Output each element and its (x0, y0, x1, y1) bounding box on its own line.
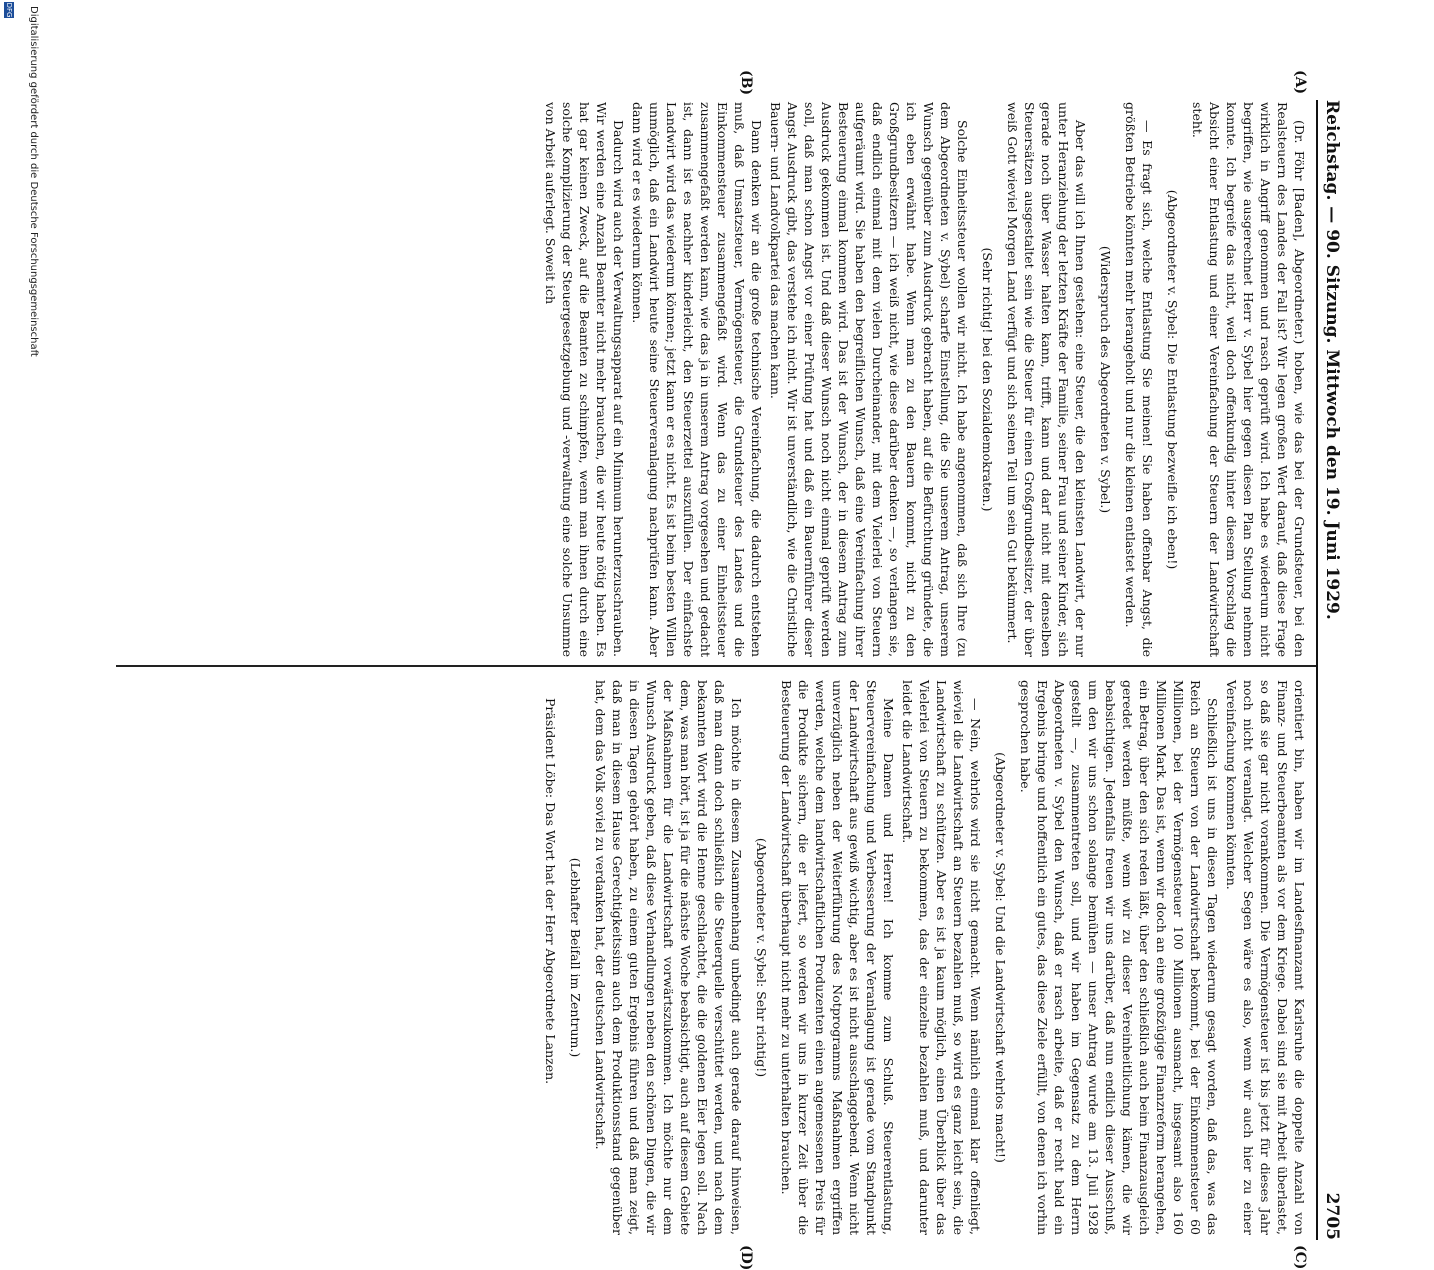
right-interjection-2: (Abgeordneter v. Sybel: Sehr richtig!) (754, 837, 769, 1078)
left-interjection-2: (Widerspruch des Abgeordneten v. Sybel.) (1098, 245, 1113, 514)
right-paragraph-2: Schließlich ist uns in diesen Tagen wiederum gesagt worden, daß das, was das Reich an Steuern von der Landwirtschaft bekommt, bei der Einkommensteuer 60 Millionen, bei der Vermögensteuer 100 Millionen ausmacht, insgesamt also 160 Millionen Mark. Das ist, wenn wir doch an eine großzügige Finanzreform herangehen, ein Betrag, über den sich reden läßt, über den schließlich auch beim Finanzausgleich geredet werden müßte, wenn wir zu dieser Vereinheitlichung kämen, die wir beabsichtigen. Jedenfalls freuen wir uns darüber, daß nun endlich dieser Ausschuß, um den wir uns schon solange bemühen — unser Antrag wurde am 13. Juli 1928 gestellt —, zusammentreten soll, und wir haben im Gegensatz zu dem Herrn Abgeordneten v. Sybel den Wunsch, daß er rasch arbeite, daß er recht bald ein Ergebnis bringe und hoffentlich ein gutes, das diese Ziele erfüllt, von denen ich vorhin gesprochen habe. (1018, 680, 1220, 1235)
left-paragraph-3: Aber das will ich Ihnen gestehen: eine Steuer, die den kleinsten Landwirt, der nur unter Heranziehung der letzten Kräfte der Familie, seiner Frau und seiner Kinder, sich gerade noch über Wasser halten kann, trifft, kann und darf nicht mit denselben Steuersätzen ausgestaltet sein wie die Steuer für einen Großgrundbesitzer, der über weiß Gott wieviel Morgen Land verfügt und sich seinen Teil um sein Gut bekümmert. (1005, 102, 1088, 657)
left-interjection-3: (Sehr richtig! bei den Sozialdemokraten.) (980, 247, 995, 512)
digitization-credit: Digitalisierung gefördert durch die Deutsche Forschungsgemeinschaft (28, 6, 39, 357)
left-paragraph-5: Dann denken wir an die große technische Vereinfachung, die dadurch entstehen muß, daß Umsatzsteuer, Vermögensteuer, die Grundsteuer des Landes und die Einkommensteuer zusammengefaßt wird. Wenn das zu einer Einheitssteuer zusammengefaßt werden kann, wie das ja in unserem Antrag vorgesehen und gedacht ist, dann ist es nachher kinderleicht, den Steuerzettel auszufüllen. Der einfachste Landwirt wird das wiederum können; jetzt kann er es nicht. Es ist beim besten Willen unmöglich, daß ein Landwirt heute seine Steuerveranlagung nachprüfen kann. Aber dann wird er es wiederum können. (630, 102, 764, 657)
right-interjection-3: (Lebhafter Beifall im Zentrum.) (568, 857, 583, 1058)
page-header (1322, 100, 1346, 1240)
margin-marker-a: (A) (1292, 70, 1308, 95)
margin-marker-b: (B) (738, 70, 754, 96)
margin-marker-d: (D) (738, 1245, 754, 1270)
right-column (540, 680, 1308, 1235)
document-page (154, 40, 1404, 1270)
column-divider (116, 665, 1316, 667)
header-rule (1316, 100, 1318, 1240)
dfg-logo: DFG (5, 2, 13, 18)
left-interjection-1: (Abgeordneter v. Sybel: Die Entlastung bezweifle ich eben!) (1165, 189, 1180, 570)
left-paragraph-1: (Dr. Föhr [Baden], Abgeordneter.) hoben, wie das bei der Grundsteuer, bei den Realsteuern des Landes der Fall ist? Wir legen großen Wert darauf, daß diese Frage wirklich in Angriff genommen und rasch geprüft wird. Ich habe es wiederum nicht begriffen, wie ausgerechnet Herr v. Sybel hier gegen diesen Plan Stellung nehmen konnte. Ich begreife das nicht, weil doch offenkundig hinter diesem Vorschlag die Absicht einer Entlastung und einer Vereinfachung der Steuern der Landwirtschaft steht. (1190, 102, 1307, 657)
header-title: Reichstag. — 90. Sitzung. Mittwoch den 19. Juni 1929. (1322, 100, 1342, 620)
left-paragraph-6: Dadurch wird auch der Verwaltungsapparat auf ein Minimum herunterzuschrauben. Wir werden eine Anzahl Beamter nicht mehr brauchen, die wir heute nötig haben. Es hat gar keinen Zweck, auf die Beamten zu schimpfen, wenn man ihnen durch eine solche Komplizierung der Steuergesetzgebung und -verwaltung eine solche Unsumme von Arbeit auferlegt. Soweit ich (543, 102, 626, 657)
page-number: 2705 (1322, 1192, 1342, 1240)
margin-marker-c: (C) (1292, 1245, 1308, 1270)
right-paragraph-6: Präsident Löbe: Das Wort hat der Herr Abgeordnete Lanzen. (543, 698, 558, 1085)
right-interjection-1: (Abgeordneter v. Sybel: Und die Landwirtschaft wehrlos macht!) (993, 752, 1008, 1163)
right-paragraph-4: Meine Damen und Herren! Ich komme zum Schluß. Steuerentlastung, Steuervereinfachung und Verbesserung der Veranlagung ist gerade vom Standpunkt der Landwirtschaft aus gewiß wichtig, aber es ist nicht ausschlaggebend. Wenn nicht unverzüglich neben der Weiterführung des Notprogramms Maßnahmen ergriffen werden, welche dem landwirtschaftlichen Produzenten einen angemessenen Preis für die Produkte sichern, die er liefert, so werden wir uns in kurzer Zeit über die Besteuerung der Landwirtschaft überhaupt nicht mehr zu unterhalten brauchen. (779, 680, 896, 1235)
right-paragraph-5: Ich möchte in diesem Zusammenhang unbedingt auch gerade darauf hinweisen, daß man dann doch schließlich die Steuerquelle verschüttet werden, und nach dem bekannten Wort wird die Henne geschlachtet, die die goldenen Eier legen soll. Nach dem, was man hört, ist ja für die nächste Woche beabsichtigt, auch auf diesem Gebiete der Maßnahmen für die Landwirtschaft vorwärtszukommen. Ich möchte nur dem Wunsch Ausdruck geben, daß diese Verhandlungen neben den schönen Dingen, die wir in diesen Tagen gehört haben, zu einem guten Ergebnis führen und daß man zeigt, daß man in diesem Hause Gerechtigkeitssinn auch dem Produktionsstand gegenüber hat, dem das Volk soviel zu verdanken hat, der deutschen Landwirtschaft. (593, 680, 744, 1235)
left-paragraph-4: Solche Einheitssteuer wollen wir nicht. Ich habe angenommen, daß sich Ihre (zu dem Abgeordneten v. Sybel) scharfe Einstellung, die Sie unserem Antrag, unserem Wunsch gegenüber zum Ausdruck gebracht haben, auf die Befürchtung gründete, die ich eben erwähnt habe. Wenn man zu den Bauern kommt, nicht zu den Großgrundbesitzern — ich weiß nicht, wie diese darüber denken —, so verlangen sie, daß endlich einmal mit dem vielen Durcheinander, mit dem Vielerlei von Steuern aufgeräumt wird. Sie haben den begreiflichen Wunsch, daß eine Vereinfachung ihrer Besteuerung einmal kommen wird. Das ist der Wunsch, der in diesem Antrag zum Ausdruck gekommen ist. Und daß dieser Wunsch noch nicht einmal geprüft werden soll, daß man schon Angst vor einer Prüfung hat und daß ein Bauernführer dieser Angst Ausdruck gibt, das verstehe ich nicht. Wir ist unverständlich, wie die Christliche Bauern- und Landvolkpartei das machen kann. (768, 102, 970, 657)
right-paragraph-3: — Nein, wehrlos wird sie nicht gemacht. Wenn nämlich einmal klar offenliegt, wieviel die Landwirtschaft an Steuern bezahlen muß, so wird es ganz leicht sein, die Landwirtschaft zu schützen. Aber es ist ja kaum möglich, einen Überblick über das Vielerlei von Steuern zu bekommen, das der einzelne bezahlen muß, und darunter leidet die Landwirtschaft. (900, 680, 983, 1235)
left-paragraph-2: — Es fragt sich, welche Entlastung Sie meinen! Sie haben offenbar Angst, die größten Betriebe könnten mehr herangeholt und nur die kleinen entlastet werden. (1123, 102, 1155, 657)
left-column (540, 102, 1308, 657)
right-paragraph-1: orientiert bin, haben wir im Landesfinanzamt Karlsruhe die doppelte Anzahl von Finanz- und Steuerbeamten als vor dem Kriege. Dabei sind sie mit Arbeit überlastet, so daß sie gar nicht vorankommen. Die Vermögensteuer ist bis jetzt für dieses Jahr noch nicht veranlagt. Welcher Segen wäre es also, wenn wir auch hier zu einer Vereinfachung kommen könnten. (1224, 680, 1307, 1235)
